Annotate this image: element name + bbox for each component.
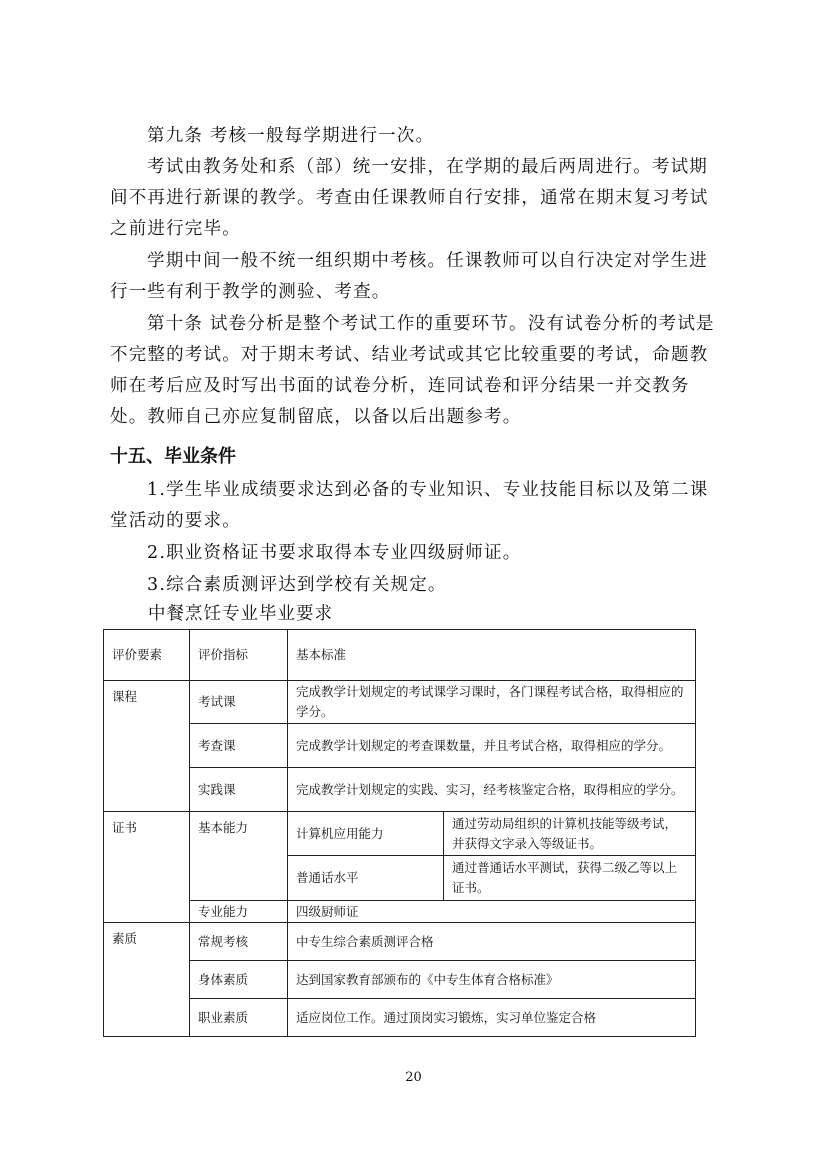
paragraph-article-9: 第九条 考核一般每学期进行一次。 (147, 126, 435, 146)
standard-cell: 通过劳动局组织的计算机技能等级考试，并获得文字录入等级证书。 (444, 812, 696, 856)
table-row (104, 923, 696, 961)
table-caption: 中餐烹饪专业毕业要求 (148, 604, 333, 624)
indicator-cell: 专业能力 (190, 901, 288, 923)
table-row (104, 999, 696, 1037)
indicator-cell: 职业素质 (190, 999, 288, 1037)
table-row (104, 961, 696, 999)
header-cell: 评价指标 (190, 630, 288, 681)
indicator-cell: 身体素质 (190, 961, 288, 999)
graduation-requirements-table (103, 629, 696, 1037)
group-cell-cert: 证书 (104, 812, 190, 923)
table-header-row (104, 630, 696, 681)
indicator-cell: 常规考核 (190, 923, 288, 961)
header-cell: 基本标准 (288, 630, 696, 681)
standard-cell: 适应岗位工作。通过顶岗实习锻炼，实习单位鉴定合格 (288, 999, 696, 1037)
indicator-cell: 基本能力 (190, 812, 288, 901)
sub-indicator-cell: 普通话水平 (288, 856, 444, 901)
paragraph-exam-arrangement: 考试由教务处和系（部）统一安排，在学期的最后两周进行。考试期间不再进行新课的教学。考查由任课教师自行安排，通常在期末复习考试之前进行完毕。 (110, 157, 709, 239)
group-cell-quality: 素质 (104, 923, 190, 1037)
indicator-cell: 考查课 (190, 724, 288, 768)
page-number: 20 (405, 1070, 422, 1085)
standard-cell: 达到国家教育部颁布的《中专生体育合格标准》 (288, 961, 696, 999)
indicator-cell: 实践课 (190, 768, 288, 812)
table-row (104, 724, 696, 768)
standard-cell: 完成教学计划规定的考试课学习课时，各门课程考试合格，取得相应的学分。 (288, 681, 696, 724)
table-row (104, 768, 696, 812)
table-row (104, 681, 696, 724)
table-row (104, 901, 696, 923)
sub-indicator-cell: 计算机应用能力 (288, 812, 444, 856)
group-cell-course: 课程 (104, 681, 190, 812)
indicator-cell: 考试课 (190, 681, 288, 724)
standard-cell: 完成教学计划规定的考查课数量，并且考试合格，取得相应的学分。 (288, 724, 696, 768)
standard-cell: 完成教学计划规定的实践、实习，经考核鉴定合格，取得相应的学分。 (288, 768, 696, 812)
standard-cell: 中专生综合素质测评合格 (288, 923, 696, 961)
section-heading: 十五、毕业条件 (110, 446, 236, 467)
graduation-item-3: 3.综合素质测评达到学校有关规定。 (147, 575, 447, 595)
graduation-item-1: 1.学生毕业成绩要求达到必备的专业知识、专业技能目标以及第二课堂活动的要求。 (110, 480, 709, 531)
graduation-item-2: 2.职业资格证书要求取得本专业四级厨师证。 (147, 543, 522, 563)
table-row (104, 812, 696, 856)
paragraph-midterm: 学期中间一般不统一组织期中考核。任课教师可以自行决定对学生进行一些有利于教学的测验、考查。 (110, 251, 708, 302)
paragraph-article-10: 第十条 试卷分析是整个考试工作的重要环节。没有试卷分析的考试是不完整的考试。对于期末考试、结业考试或其它比较重要的考试，命题教师在考后应及时写出书面的试卷分析，连同试卷和评分结果一并交教务处。教师自己亦应复制留底，以备以后出题参考。 (110, 314, 715, 427)
header-cell: 评价要素 (104, 630, 190, 681)
standard-cell: 四级厨师证 (288, 901, 696, 923)
standard-cell: 通过普通话水平测试，获得二级乙等以上证书。 (444, 856, 696, 901)
